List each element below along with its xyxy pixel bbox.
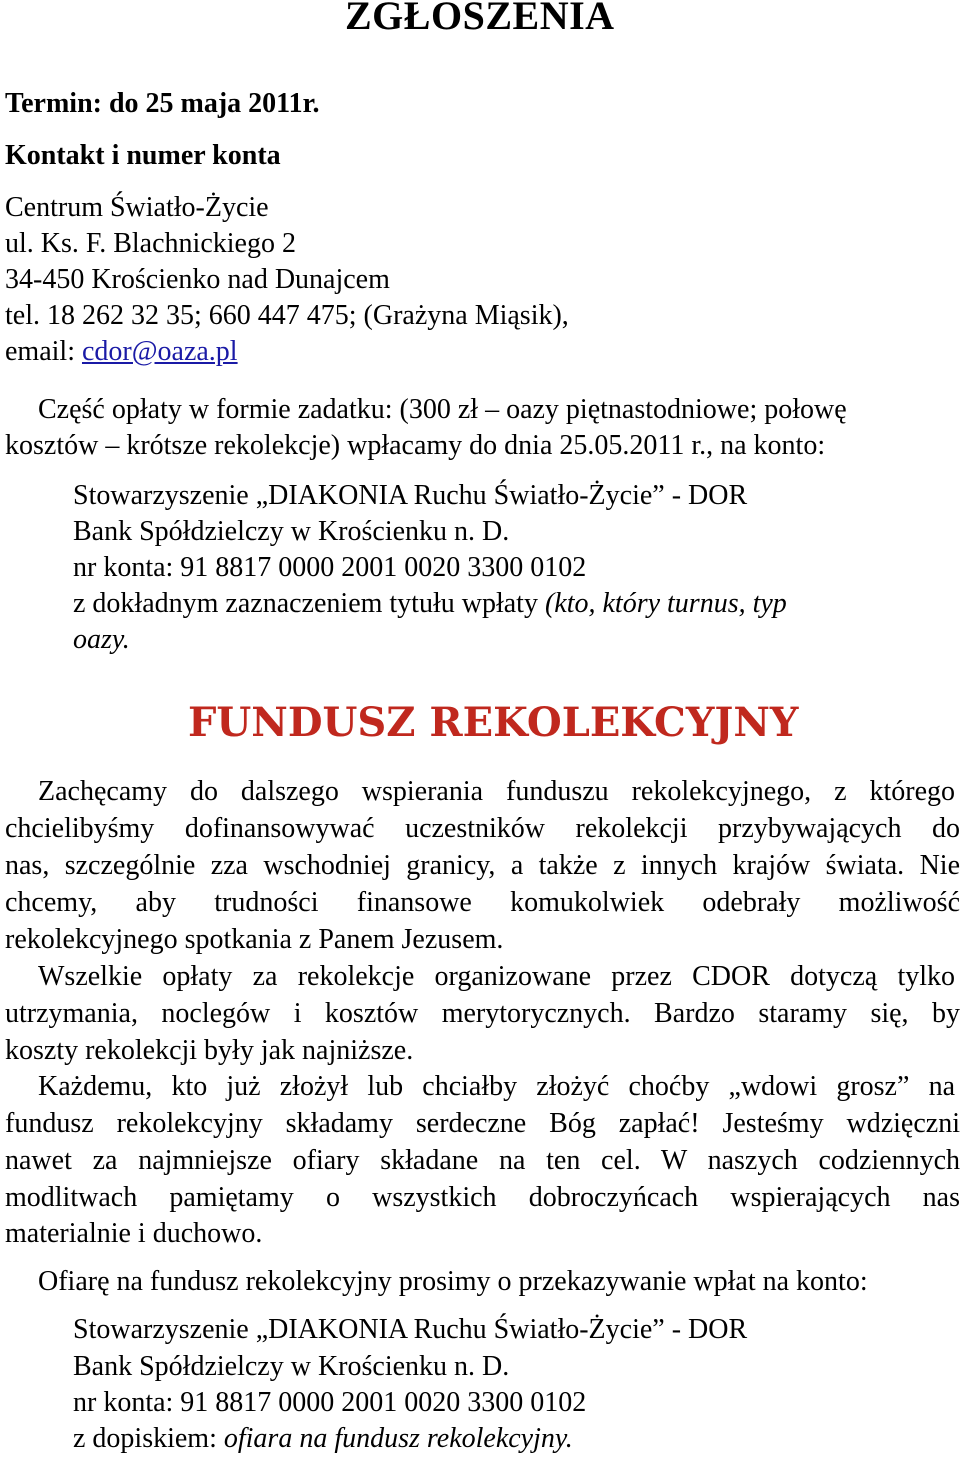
fund-offer-line: Ofiarę na fundusz rekolekcyjny prosimy o przekazywanie wpłat na konto:	[38, 1266, 868, 1297]
fund-p1-line-4: chcemy, aby trudności finansowe komukolwiek odebrały możliwość	[5, 887, 960, 918]
fund-account-holder: Stowarzyszenie „DIAKONIA Ruchu Światło-Życie” - DOR	[73, 1314, 748, 1345]
contact-city: 34-450 Krościenko nad Dunajcem	[5, 264, 390, 295]
fund-p1-line-2: chcielibyśmy dofinansowywać uczestników rekolekcji przybywających do	[5, 813, 960, 844]
deposit-note-italic-2: oazy.	[73, 624, 130, 655]
deposit-bank: Bank Spółdzielczy w Krościenku n. D.	[73, 516, 510, 547]
fund-account-number: nr konta: 91 8817 0000 2001 0020 3300 0102	[73, 1387, 587, 1418]
page-title: ZGŁOSZENIA	[345, 0, 615, 38]
deposit-note-prefix: z dokładnym zaznaczeniem tytułu wpłaty	[73, 588, 545, 619]
contact-heading: Kontakt i numer konta	[5, 140, 281, 171]
fund-p1-line-3: nas, szczególnie zza wschodniej granicy, a także z innych krajów świata. Nie	[5, 850, 960, 881]
fund-p2-line-2: utrzymania, noclegów i kosztów merytorycznych. Bardzo staramy się, by	[5, 998, 960, 1029]
fund-note-italic: ofiara na fundusz rekolekcyjny.	[223, 1423, 573, 1454]
deposit-line-2: kosztów – krótsze rekolekcje) wpłacamy do dnia 25.05.2011 r., na konto:	[5, 430, 826, 461]
email-label: email:	[5, 336, 82, 367]
fund-p2-line-3: koszty rekolekcji były jak najniższe.	[5, 1035, 414, 1066]
fund-p3-line-5: materialnie i duchowo.	[5, 1218, 263, 1249]
email-link[interactable]: cdor@oaza.pl	[81, 336, 238, 367]
contact-street: ul. Ks. F. Blachnickiego 2	[5, 228, 296, 259]
deposit-account-holder: Stowarzyszenie „DIAKONIA Ruchu Światło-Życie” - DOR	[73, 480, 748, 511]
fund-p3-line-1: Każdemu, kto już złożył lub chciałby złożyć choćby „wdowi grosz” na	[38, 1071, 955, 1102]
deposit-note	[73, 586, 787, 622]
fund-note	[73, 1421, 573, 1457]
fund-p2-line-1: Wszelkie opłaty za rekolekcje organizowane przez CDOR dotyczą tylko	[38, 961, 955, 992]
fund-note-prefix: z dopiskiem:	[73, 1423, 224, 1454]
contact-email-row	[5, 334, 238, 370]
deposit-account-number: nr konta: 91 8817 0000 2001 0020 3300 0102	[73, 552, 587, 583]
deposit-note-italic: (kto, który turnus, typ	[544, 588, 787, 619]
contact-org: Centrum Światło-Życie	[5, 192, 269, 223]
contact-phone: tel. 18 262 32 35; 660 447 475; (Grażyna Miąsik),	[5, 300, 569, 331]
deadline: Termin: do 25 maja 2011r.	[5, 88, 320, 119]
fund-p1-line-5: rekolekcyjnego spotkania z Panem Jezusem.	[5, 924, 504, 955]
deposit-line-1: Część opłaty w formie zadatku: (300 zł – oazy piętnastodniowe; połowę	[38, 394, 847, 425]
fund-p1-line-1: Zachęcamy do dalszego wspierania funduszu rekolekcyjnego, z którego	[38, 776, 955, 807]
fund-title: FUNDUSZ REKOLEKCYJNY	[188, 699, 799, 746]
fund-p3-line-2: fundusz rekolekcyjny składamy serdeczne Bóg zapłać! Jesteśmy wdzięczni	[5, 1108, 960, 1139]
fund-bank: Bank Spółdzielczy w Krościenku n. D.	[73, 1351, 510, 1382]
fund-p3-line-3: nawet za najmniejsze ofiary składane na ten cel. W naszych codziennych	[5, 1145, 960, 1176]
fund-p3-line-4: modlitwach pamiętamy o wszystkich dobroczyńcach wspierających nas	[5, 1182, 960, 1213]
